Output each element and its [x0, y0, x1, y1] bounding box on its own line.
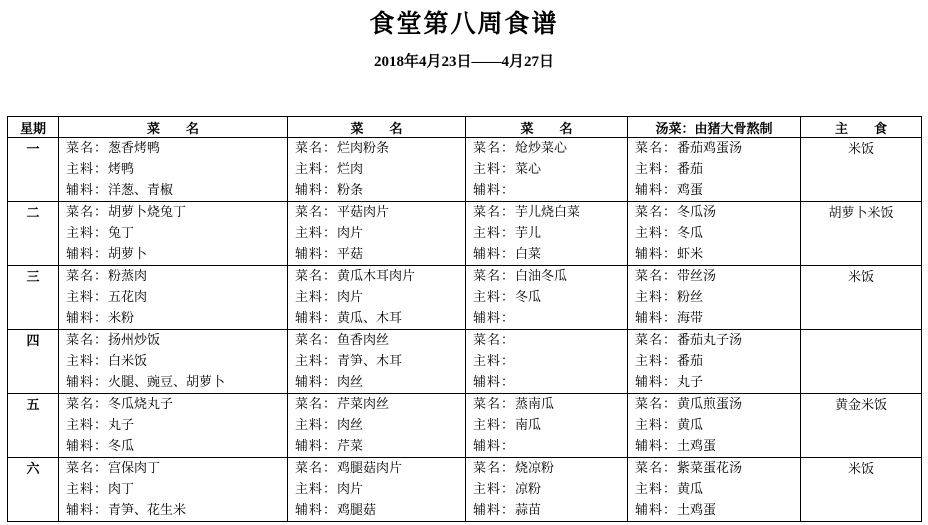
field-value: 土鸡蛋 [677, 439, 717, 454]
dish-main-line [59, 479, 287, 500]
dish-side-line [59, 244, 287, 265]
field-value: 洋葱、青椒 [108, 183, 174, 198]
field-label: 主料： [295, 290, 338, 305]
dish-side-line [628, 436, 800, 457]
field-label: 主料： [295, 226, 338, 241]
field-label: 辅料： [473, 503, 516, 518]
dish-name-line [288, 458, 465, 479]
dish-cell [466, 266, 628, 330]
dish-main-line [288, 415, 465, 436]
field-label: 辅料： [635, 247, 678, 262]
field-value: 黄瓜 [677, 482, 704, 497]
field-value: 粉条 [337, 183, 364, 198]
field-value: 虾米 [677, 247, 704, 262]
dish-main-line [628, 287, 800, 308]
dish-main-line [59, 223, 287, 244]
field-label: 辅料： [66, 311, 109, 326]
staple-cell [801, 330, 922, 394]
dish-side-line [466, 372, 627, 393]
field-value: 黄瓜煎蛋汤 [677, 397, 743, 412]
dish-name-line [466, 202, 627, 223]
field-label: 菜名： [66, 333, 109, 348]
field-value: 紫菜蛋花汤 [677, 461, 743, 476]
dish-main-line [466, 415, 627, 436]
field-value: 白油冬瓜 [515, 269, 568, 284]
table-row [8, 394, 922, 458]
field-value: 青笋、木耳 [337, 354, 403, 369]
field-value: 蒜苗 [515, 503, 542, 518]
field-label: 主料： [66, 162, 109, 177]
staple-cell: 米饭 [801, 458, 922, 522]
field-label: 主料： [473, 226, 516, 241]
field-value: 番茄 [677, 162, 704, 177]
dish-side-line [59, 500, 287, 521]
dish-side-line [288, 308, 465, 329]
menu-table [7, 116, 922, 522]
dish-main-line [466, 351, 627, 372]
field-value: 带丝汤 [677, 269, 717, 284]
dish-name-line [59, 202, 287, 223]
dish-main-line [466, 159, 627, 180]
table-row [8, 458, 922, 522]
dish-name-line [288, 266, 465, 287]
field-value: 丸子 [677, 375, 704, 390]
field-value: 番茄丸子汤 [677, 333, 743, 348]
field-label: 菜名： [635, 141, 678, 156]
field-label: 主料： [473, 162, 516, 177]
field-value: 土鸡蛋 [677, 503, 717, 518]
field-label: 主料： [66, 418, 109, 433]
dish-cell [466, 138, 628, 202]
dish-name-line [466, 394, 627, 415]
field-label: 辅料： [473, 439, 516, 454]
dish-main-line [466, 223, 627, 244]
header-soup: 汤菜：由猪大骨熬制 [628, 117, 801, 138]
dish-main-line [466, 479, 627, 500]
field-label: 主料： [473, 482, 516, 497]
dish-name-line [59, 266, 287, 287]
field-label: 菜名： [635, 269, 678, 284]
field-value: 冬瓜 [677, 226, 704, 241]
dish-main-line [59, 159, 287, 180]
dish-main-line [288, 223, 465, 244]
field-label: 辅料： [66, 375, 109, 390]
field-label: 菜名： [295, 461, 338, 476]
staple-cell: 米饭 [801, 266, 922, 330]
field-label: 主料： [635, 482, 678, 497]
field-value: 黄瓜 [677, 418, 704, 433]
dish-main-line [466, 287, 627, 308]
dish-cell [59, 394, 288, 458]
dish-main-line [59, 351, 287, 372]
dish-main-line [59, 415, 287, 436]
dish-main-line [628, 415, 800, 436]
dish-main-line [288, 159, 465, 180]
field-value: 胡萝卜 [108, 247, 148, 262]
field-label: 辅料： [66, 503, 109, 518]
dish-main-line [628, 223, 800, 244]
field-value: 鸡腿菇肉片 [337, 461, 403, 476]
field-label: 辅料： [295, 439, 338, 454]
field-value: 平菇肉片 [337, 205, 390, 220]
field-value: 肉丝 [337, 375, 364, 390]
field-label: 辅料： [635, 375, 678, 390]
field-label: 主料： [473, 354, 516, 369]
dish-side-line [466, 500, 627, 521]
field-label: 辅料： [473, 375, 516, 390]
field-label: 主料： [66, 226, 109, 241]
field-value: 烤鸭 [108, 162, 135, 177]
dish-main-line [59, 287, 287, 308]
dish-name-line [628, 458, 800, 479]
field-label: 主料： [295, 418, 338, 433]
dish-name-line [59, 458, 287, 479]
field-value: 番茄鸡蛋汤 [677, 141, 743, 156]
field-value: 冬瓜 [515, 290, 542, 305]
field-label: 主料： [66, 354, 109, 369]
field-value: 白米饭 [108, 354, 148, 369]
dish-main-line [628, 159, 800, 180]
field-label: 主料： [295, 354, 338, 369]
dish-cell [466, 202, 628, 266]
field-label: 辅料： [635, 439, 678, 454]
field-value: 冬瓜汤 [677, 205, 717, 220]
field-label: 主料： [635, 226, 678, 241]
field-value: 火腿、豌豆、胡萝卜 [108, 375, 226, 390]
menu-body [8, 138, 922, 522]
field-value: 粉蒸肉 [108, 269, 148, 284]
field-label: 菜名： [635, 397, 678, 412]
field-value: 黄瓜木耳肉片 [337, 269, 416, 284]
field-label: 辅料： [635, 183, 678, 198]
day-cell: 二 [8, 202, 59, 266]
dish-cell [288, 458, 466, 522]
field-value: 鱼香肉丝 [337, 333, 390, 348]
field-label: 菜名： [473, 397, 516, 412]
field-label: 菜名： [635, 461, 678, 476]
dish-name-line [59, 138, 287, 159]
dish-side-line [466, 244, 627, 265]
dish-name-line [59, 330, 287, 351]
dish-side-line [628, 244, 800, 265]
field-value: 芹菜肉丝 [337, 397, 390, 412]
field-label: 菜名： [473, 461, 516, 476]
field-label: 辅料： [66, 439, 109, 454]
dish-side-line [628, 500, 800, 521]
soup-cell [628, 202, 801, 266]
field-value: 番茄 [677, 354, 704, 369]
dish-cell [288, 330, 466, 394]
field-label: 主料： [635, 162, 678, 177]
field-value: 肉片 [337, 226, 364, 241]
field-value: 青笋、花生米 [108, 503, 187, 518]
day-cell: 三 [8, 266, 59, 330]
dish-name-line [288, 394, 465, 415]
field-label: 菜名： [473, 141, 516, 156]
field-value: 扬州炒饭 [108, 333, 161, 348]
soup-cell [628, 330, 801, 394]
field-label: 菜名： [473, 333, 516, 348]
field-label: 主料： [635, 418, 678, 433]
field-value: 肉丁 [108, 482, 135, 497]
dish-name-line [466, 266, 627, 287]
staple-cell: 胡萝卜米饭 [801, 202, 922, 266]
dish-cell [59, 202, 288, 266]
field-label: 辅料： [473, 311, 516, 326]
dish-cell [59, 330, 288, 394]
field-label: 菜名： [473, 205, 516, 220]
field-value: 芋儿烧白菜 [515, 205, 581, 220]
dish-side-line [288, 180, 465, 201]
field-value: 冬瓜 [108, 439, 135, 454]
soup-cell [628, 394, 801, 458]
field-value: 肉丝 [337, 418, 364, 433]
dish-name-line [466, 138, 627, 159]
field-value: 烂肉 [337, 162, 364, 177]
field-value: 烂肉粉条 [337, 141, 390, 156]
dish-side-line [628, 372, 800, 393]
field-value: 五花肉 [108, 290, 148, 305]
dish-cell [466, 330, 628, 394]
dish-cell [288, 394, 466, 458]
field-value: 肉片 [337, 290, 364, 305]
field-label: 菜名： [295, 205, 338, 220]
field-label: 辅料： [473, 247, 516, 262]
staple-cell: 黄金米饭 [801, 394, 922, 458]
field-label: 菜名： [295, 333, 338, 348]
field-label: 辅料： [635, 503, 678, 518]
dish-side-line [59, 308, 287, 329]
field-value: 冬瓜烧丸子 [108, 397, 174, 412]
dish-side-line [288, 436, 465, 457]
field-value: 黄瓜、木耳 [337, 311, 403, 326]
dish-side-line [59, 436, 287, 457]
field-value: 凉粉 [515, 482, 542, 497]
field-label: 菜名： [66, 461, 109, 476]
field-value: 肉片 [337, 482, 364, 497]
field-value: 南瓜 [515, 418, 542, 433]
field-label: 菜名： [66, 269, 109, 284]
field-label: 主料： [66, 482, 109, 497]
dish-name-line [288, 202, 465, 223]
field-label: 菜名： [635, 205, 678, 220]
soup-cell [628, 138, 801, 202]
dish-main-line [628, 479, 800, 500]
field-value: 米粉 [108, 311, 135, 326]
field-label: 菜名： [66, 141, 109, 156]
dish-side-line [288, 372, 465, 393]
field-value: 平菇 [337, 247, 364, 262]
field-label: 主料： [295, 162, 338, 177]
dish-name-line [466, 458, 627, 479]
dish-side-line [628, 308, 800, 329]
dish-side-line [628, 180, 800, 201]
field-value: 兔丁 [108, 226, 135, 241]
dish-main-line [628, 351, 800, 372]
dish-name-line [628, 330, 800, 351]
dish-main-line [288, 479, 465, 500]
dish-name-line [628, 202, 800, 223]
field-label: 辅料： [66, 183, 109, 198]
field-value: 蒸南瓜 [515, 397, 555, 412]
dish-cell [288, 266, 466, 330]
field-label: 辅料： [473, 183, 516, 198]
field-label: 主料： [473, 418, 516, 433]
dish-side-line [59, 372, 287, 393]
dish-name-line [628, 394, 800, 415]
dish-side-line [466, 180, 627, 201]
field-value: 丸子 [108, 418, 135, 433]
dish-cell [288, 138, 466, 202]
field-label: 菜名： [635, 333, 678, 348]
date-range: 2018年4月23日——4月27日 [373, 54, 554, 70]
table-row [8, 330, 922, 394]
header-dish-2: 菜 名 [288, 117, 466, 138]
field-label: 主料： [635, 354, 678, 369]
dish-cell [59, 458, 288, 522]
field-value: 鸡腿菇 [337, 503, 377, 518]
day-cell: 五 [8, 394, 59, 458]
dish-cell [59, 138, 288, 202]
soup-cell [628, 458, 801, 522]
staple-cell: 米饭 [801, 138, 922, 202]
field-value: 芹菜 [337, 439, 364, 454]
dish-name-line [628, 138, 800, 159]
table-row [8, 138, 922, 202]
header-dish-3: 菜 名 [466, 117, 628, 138]
field-label: 主料： [66, 290, 109, 305]
dish-name-line [628, 266, 800, 287]
page-title: 食堂第八周食谱 [369, 9, 559, 38]
header-staple: 主 食 [801, 117, 922, 138]
dish-name-line [288, 330, 465, 351]
day-cell: 六 [8, 458, 59, 522]
day-cell: 一 [8, 138, 59, 202]
field-label: 辅料： [295, 247, 338, 262]
field-label: 菜名： [66, 205, 109, 220]
dish-main-line [288, 351, 465, 372]
header-day: 星期 [8, 117, 59, 138]
field-value: 宫保肉丁 [108, 461, 161, 476]
dish-side-line [288, 500, 465, 521]
dish-main-line [288, 287, 465, 308]
field-label: 主料： [295, 482, 338, 497]
field-label: 主料： [473, 290, 516, 305]
table-row [8, 266, 922, 330]
dish-name-line [466, 330, 627, 351]
dish-cell [59, 266, 288, 330]
dish-name-line [59, 394, 287, 415]
field-value: 烧凉粉 [515, 461, 555, 476]
field-value: 芋儿 [515, 226, 542, 241]
field-label: 菜名： [295, 397, 338, 412]
field-label: 菜名： [473, 269, 516, 284]
dish-side-line [288, 244, 465, 265]
day-cell: 四 [8, 330, 59, 394]
field-label: 辅料： [66, 247, 109, 262]
field-value: 粉丝 [677, 290, 704, 305]
dish-cell [288, 202, 466, 266]
field-value: 鸡蛋 [677, 183, 704, 198]
field-value: 葱香烤鸭 [108, 141, 161, 156]
field-label: 菜名： [66, 397, 109, 412]
field-label: 菜名： [295, 141, 338, 156]
field-value: 白菜 [515, 247, 542, 262]
field-value: 海带 [677, 311, 704, 326]
header-dish-1: 菜 名 [59, 117, 288, 138]
dish-side-line [466, 308, 627, 329]
field-value: 胡萝卜烧兔丁 [108, 205, 187, 220]
field-label: 辅料： [295, 503, 338, 518]
dish-side-line [466, 436, 627, 457]
dish-side-line [59, 180, 287, 201]
field-label: 辅料： [295, 311, 338, 326]
field-label: 菜名： [295, 269, 338, 284]
table-row [8, 202, 922, 266]
dish-cell [466, 458, 628, 522]
field-label: 辅料： [295, 183, 338, 198]
header-row [8, 117, 922, 138]
soup-cell [628, 266, 801, 330]
dish-name-line [288, 138, 465, 159]
field-label: 主料： [635, 290, 678, 305]
field-value: 炝炒菜心 [515, 141, 568, 156]
dish-cell [466, 394, 628, 458]
field-value: 菜心 [515, 162, 542, 177]
field-label: 辅料： [635, 311, 678, 326]
field-label: 辅料： [295, 375, 338, 390]
